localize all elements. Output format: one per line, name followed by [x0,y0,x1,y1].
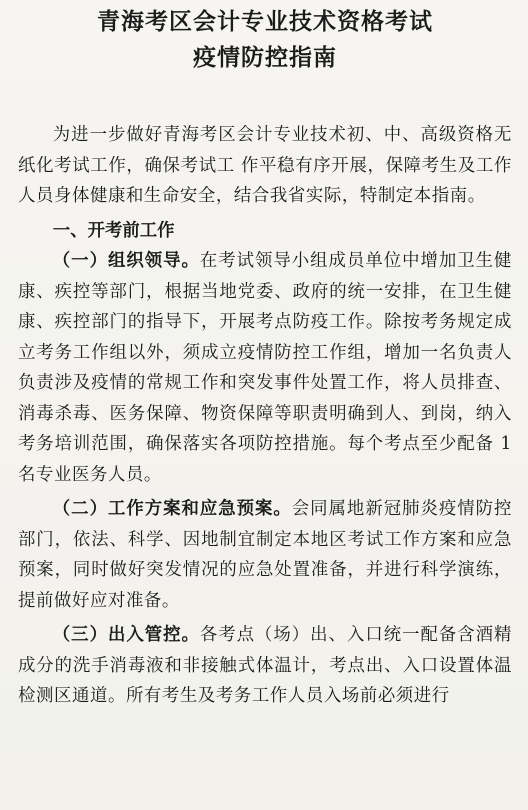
document-title-line2: 疫情防控指南 [193,45,337,71]
item-paragraph-3 [18,620,512,712]
item-lead-3: （三）出入管控。 [52,625,200,645]
item-paragraph-2 [18,494,512,616]
section-heading: 一、开考前工作 [52,220,175,241]
item-text-2: 会同属地新冠肺炎疫情防控部门，依法、科学、因地制宜制定本地区考试工作方案和应急预案，同时做好突发情况的应急处置准备，并进行科学演练，提前做好应对准备。 [18,499,512,611]
item-lead-1: （一）组织领导。 [52,251,200,271]
item-paragraph-1 [18,246,512,490]
intro-paragraph: 为进一步做好青海考区会计专业技术初、中、高级资格无纸化考试工作，确保考试工 作平稳有序开展，保障考生及工作人员身体健康和生命安全，结合我省实际，特制定本指南。 [18,125,512,206]
document-title-line1: 青海考区会计专业技术资格考试 [97,9,433,35]
item-text-3: 各考点（场）出、入口统一配备含酒精成分的洗手消毒液和非接触式体温计，考点出、入口设置体温检测区通道。所有考生及考务工作人员入场前必须进行 [18,625,512,706]
item-lead-2: （二）工作方案和应急预案。 [52,499,292,519]
item-text-1: 在考试领导小组成员单位中增加卫生健康、疾控等部门，根据当地党委、政府的统一安排，在卫生健康、疾控部门的指导下，开展考点防疫工作。除按考务规定成立考务工作组以外，须成立疫情防控工作组，增加一名负责人负责涉及疫情的常规工作和突发事件处置工作，将人员排查、消毒杀毒、医务保障、物资保障等职责明确到人、到岗，纳入考务培训范围，确保落实各项防控措施。每个考点至少配备 1 名专业医务人员。 [18,251,512,485]
